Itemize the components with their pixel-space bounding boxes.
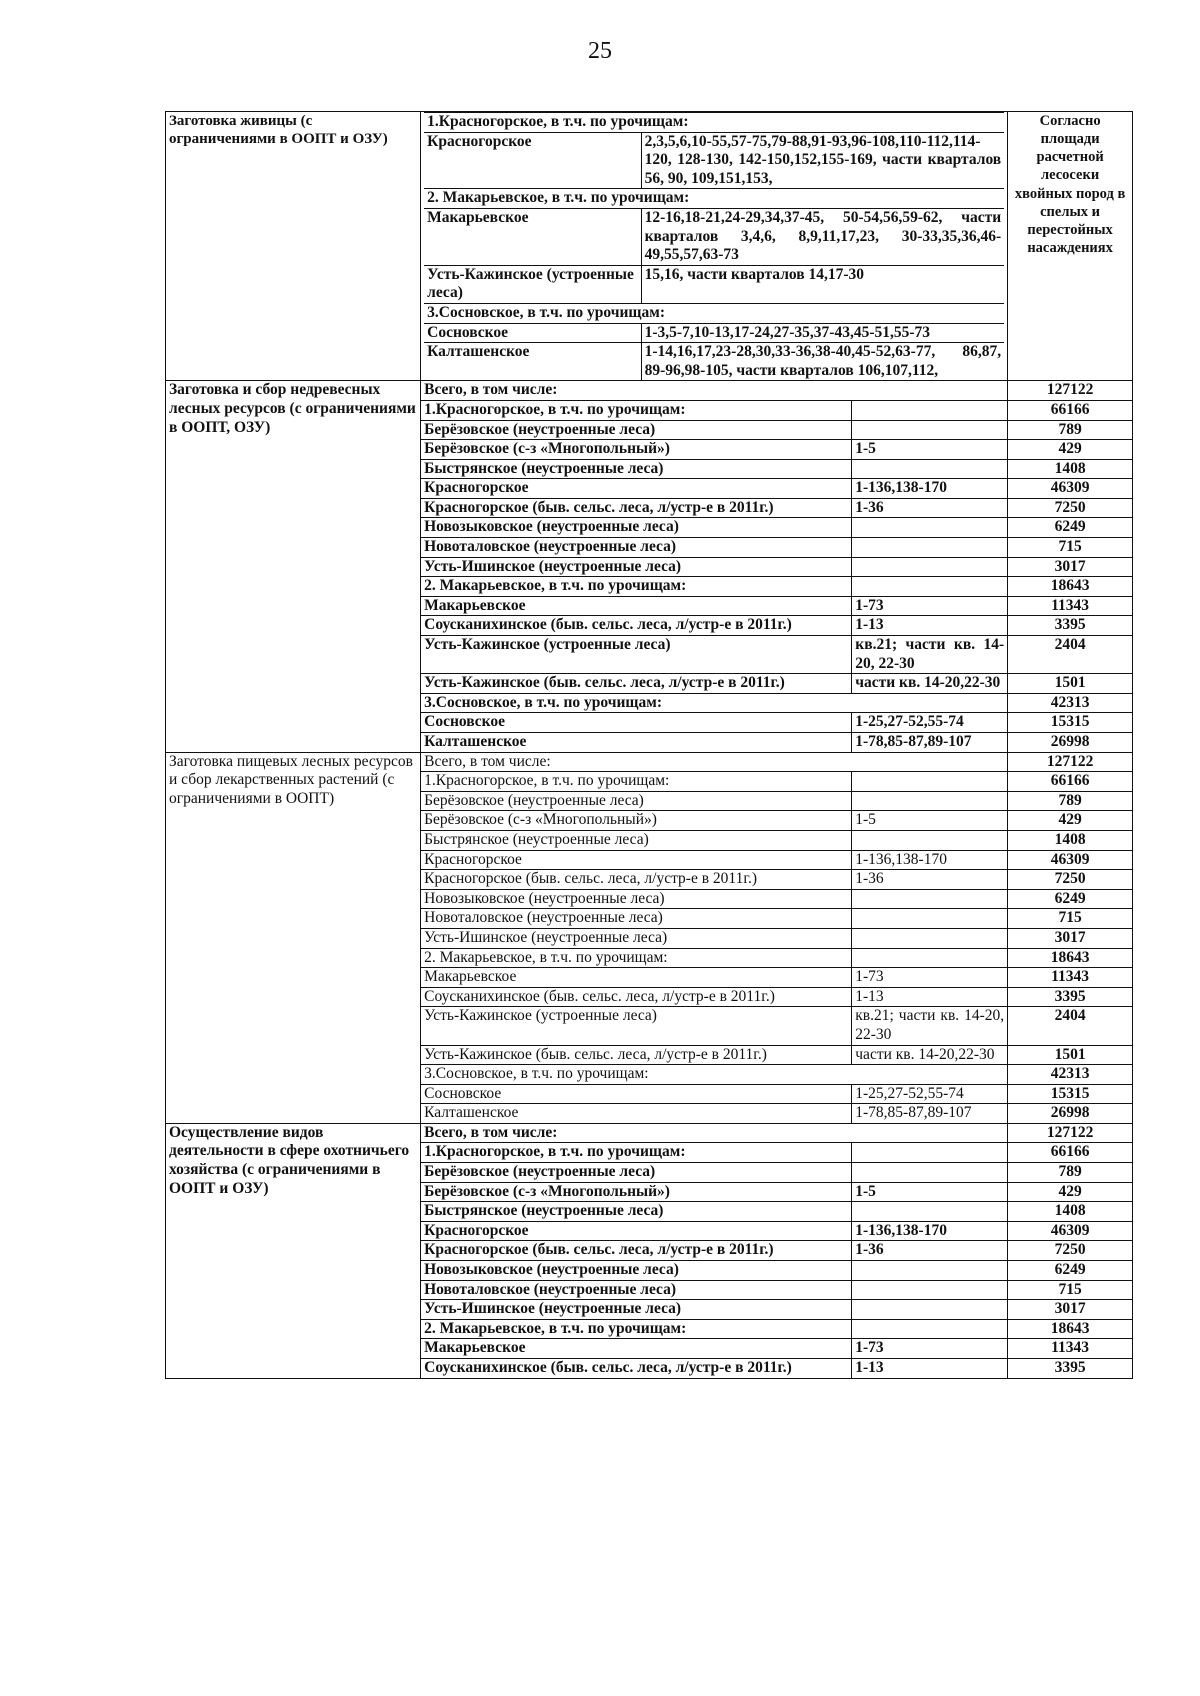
quarter-numbers: 1-73 (852, 596, 1008, 616)
area-value: 3017 (1008, 928, 1133, 948)
area-value: 429 (1008, 1182, 1133, 1202)
tract-name: Сосновское (424, 323, 641, 343)
area-value: 26998 (1008, 733, 1133, 753)
table-row (424, 323, 1004, 343)
tract-name: Соусканихинское (быв. сельс. леса, л/устр-е в 2011г.) (421, 616, 852, 636)
quarter-numbers (852, 1280, 1008, 1300)
area-value: 18643 (1008, 577, 1133, 597)
quarter-numbers (852, 1261, 1008, 1281)
area-value: 1408 (1008, 830, 1133, 850)
area-value: 6249 (1008, 1261, 1133, 1281)
table-row (424, 208, 1004, 265)
quarter-numbers (852, 1300, 1008, 1320)
tract-name: Усть-Ишинское (неустроенные леса) (421, 1300, 852, 1320)
forestry-header: 2. Макарьевское, в т.ч. по урочищам: (424, 189, 1004, 209)
tract-name: Красногорское (424, 132, 641, 189)
quarter-numbers: 1-14,16,17,23-28,30,33-36,38-40,45-52,63-77, 86,87, 89-96,98-105, части кварталов 106,107,112, (641, 343, 1004, 381)
tract-name: 1.Красногорское, в т.ч. по урочищам: (421, 772, 852, 792)
area-value: 789 (1008, 420, 1133, 440)
tract-name: 2. Макарьевское, в т.ч. по урочищам: (421, 577, 852, 597)
quarter-numbers (852, 1202, 1008, 1222)
quarter-numbers: 1-3,5-7,10-13,17-24,27-35,37-43,45-51,55-73 (641, 323, 1004, 343)
tract-name: Усть-Кажинское (быв. сельс. леса, л/устр-е в 2011г.) (421, 674, 852, 694)
quarter-numbers: 1-5 (852, 440, 1008, 460)
tract-name: 3.Сосновское, в т.ч. по урочищам: (421, 693, 1008, 713)
tract-name: Красногорское (быв. сельс. леса, л/устр-е в 2011г.) (421, 498, 852, 518)
quarter-numbers (852, 791, 1008, 811)
area-value: 42313 (1008, 693, 1133, 713)
area-value: 26998 (1008, 1104, 1133, 1124)
tract-name: Сосновское (421, 1084, 852, 1104)
tract-name: Усть-Кажинское (устроенные леса) (421, 1007, 852, 1045)
table-row (424, 343, 1004, 381)
quarter-numbers: 1-25,27-52,55-74 (852, 713, 1008, 733)
section-total-row (166, 752, 1133, 772)
area-value: 1501 (1008, 1045, 1133, 1065)
quarter-numbers: 1-78,85-87,89-107 (852, 733, 1008, 753)
tract-name: Усть-Ишинское (неустроенные леса) (421, 557, 852, 577)
quarter-numbers: 12-16,18-21,24-29,34,37-45, 50-54,56,59-62, части кварталов 3,4,6, 8,9,11,17,23, 30-33,35,36,46-49,55,57,63-73 (641, 208, 1004, 265)
area-value: 18643 (1008, 1319, 1133, 1339)
activity-cell: Заготовка и сбор недревесных лесных ресурсов (с ограничениями в ООПТ, ОЗУ) (166, 381, 421, 752)
resin-plots-cell (421, 112, 1008, 381)
area-value: 2404 (1008, 636, 1133, 674)
area-value: 3395 (1008, 987, 1133, 1007)
tract-name: 2. Макарьевское, в т.ч. по урочищам: (421, 1319, 852, 1339)
quarter-numbers (852, 400, 1008, 420)
area-value: 11343 (1008, 596, 1133, 616)
area-value: 3017 (1008, 557, 1133, 577)
area-value: 11343 (1008, 1339, 1133, 1359)
tract-name: Берёзовское (с-з «Многопольный») (421, 811, 852, 831)
tract-name: 2. Макарьевское, в т.ч. по урочищам: (421, 948, 852, 968)
tract-name: Берёзовское (неустроенные леса) (421, 1163, 852, 1183)
activity-cell: Заготовка пищевых лесных ресурсов и сбор лекарственных растений (с ограничениями в ООПТ) (166, 752, 421, 1123)
area-value: 715 (1008, 1280, 1133, 1300)
quarter-numbers: части кв. 14-20,22-30 (852, 1045, 1008, 1065)
activity-cell: Заготовка живицы (с ограничениями в ООПТ и ОЗУ) (166, 112, 421, 381)
quarter-numbers (852, 928, 1008, 948)
tract-name: Калташенское (424, 343, 641, 381)
tract-name: Макарьевское (424, 208, 641, 265)
quarter-numbers: части кв. 14-20,22-30 (852, 674, 1008, 694)
tract-name: Макарьевское (421, 968, 852, 988)
quarter-numbers: 1-13 (852, 987, 1008, 1007)
area-value: 3395 (1008, 1359, 1133, 1379)
area-value: 127122 (1008, 381, 1133, 401)
quarter-numbers (852, 772, 1008, 792)
area-value: 1408 (1008, 1202, 1133, 1222)
quarter-numbers: 1-136,138-170 (852, 850, 1008, 870)
quarter-numbers (852, 538, 1008, 558)
quarter-numbers (852, 459, 1008, 479)
quarter-numbers: 1-13 (852, 1359, 1008, 1379)
quarter-numbers: 1-36 (852, 870, 1008, 890)
quarter-numbers: 1-36 (852, 1241, 1008, 1261)
area-value: 46309 (1008, 479, 1133, 499)
area-value: 46309 (1008, 850, 1133, 870)
table-row (424, 303, 1004, 323)
tract-name: Берёзовское (неустроенные леса) (421, 791, 852, 811)
area-value: 15315 (1008, 1084, 1133, 1104)
tract-name: Всего, в том числе: (421, 1123, 1008, 1143)
tract-name: Новоталовское (неустроенные леса) (421, 538, 852, 558)
page-number: 25 (588, 38, 612, 64)
area-value: 6249 (1008, 889, 1133, 909)
forest-use-table (165, 111, 1133, 1379)
tract-name: Быстрянское (неустроенные леса) (421, 830, 852, 850)
tract-name: 3.Сосновское, в т.ч. по урочищам: (421, 1065, 1008, 1085)
quarter-numbers: 15,16, части кварталов 14,17-30 (641, 265, 1004, 303)
tract-name: Берёзовское (с-з «Многопольный») (421, 440, 852, 460)
area-value: 789 (1008, 1163, 1133, 1183)
area-value: 429 (1008, 811, 1133, 831)
area-value: 46309 (1008, 1221, 1133, 1241)
tract-name: Калташенское (421, 733, 852, 753)
quarter-numbers: 1-5 (852, 811, 1008, 831)
area-value: 789 (1008, 791, 1133, 811)
quarter-numbers: 1-13 (852, 616, 1008, 636)
forestry-header: 1.Красногорское, в т.ч. по урочищам: (424, 113, 1004, 133)
quarter-numbers: 1-5 (852, 1182, 1008, 1202)
area-value: 7250 (1008, 870, 1133, 890)
area-value: 66166 (1008, 1143, 1133, 1163)
tract-name: Быстрянское (неустроенные леса) (421, 459, 852, 479)
area-value: 429 (1008, 440, 1133, 460)
resin-section-row (166, 112, 1133, 381)
area-value: 66166 (1008, 400, 1133, 420)
section-total-row (166, 381, 1133, 401)
tract-name: Всего, в том числе: (421, 752, 1008, 772)
area-value: 3017 (1008, 1300, 1133, 1320)
quarter-numbers (852, 557, 1008, 577)
tract-name: 1.Красногорское, в т.ч. по урочищам: (421, 400, 852, 420)
tract-name: Берёзовское (с-з «Многопольный») (421, 1182, 852, 1202)
tract-name: Новоталовское (неустроенные леса) (421, 1280, 852, 1300)
tract-name: Красногорское (421, 850, 852, 870)
quarter-numbers: 1-25,27-52,55-74 (852, 1084, 1008, 1104)
tract-name: Усть-Кажинское (устроенные леса) (421, 636, 852, 674)
resin-plots-table (424, 112, 1004, 380)
tract-name: 1.Красногорское, в т.ч. по урочищам: (421, 1143, 852, 1163)
quarter-numbers (852, 1319, 1008, 1339)
area-value: 42313 (1008, 1065, 1133, 1085)
quarter-numbers (852, 909, 1008, 929)
quarter-numbers: 1-136,138-170 (852, 1221, 1008, 1241)
tract-name: Новоталовское (неустроенные леса) (421, 909, 852, 929)
quarter-numbers: 1-73 (852, 968, 1008, 988)
quarter-numbers (852, 1143, 1008, 1163)
area-value: 6249 (1008, 518, 1133, 538)
quarter-numbers: кв.21; части кв. 14-20, 22-30 (852, 636, 1008, 674)
activity-cell: Осуществление видов деятельности в сфере охотничьего хозяйства (с ограничениями в ООПТ и ОЗУ) (166, 1123, 421, 1378)
quarter-numbers: 1-136,138-170 (852, 479, 1008, 499)
area-value: 2404 (1008, 1007, 1133, 1045)
area-value: 1408 (1008, 459, 1133, 479)
area-value: 715 (1008, 538, 1133, 558)
tract-name: Всего, в том числе: (421, 381, 1008, 401)
tract-name: Макарьевское (421, 1339, 852, 1359)
tract-name: Сосновское (421, 713, 852, 733)
area-value: 1501 (1008, 674, 1133, 694)
area-value: 127122 (1008, 752, 1133, 772)
tract-name: Красногорское (421, 479, 852, 499)
tract-name: Новозыковское (неустроенные леса) (421, 518, 852, 538)
area-value: 18643 (1008, 948, 1133, 968)
tract-name: Берёзовское (неустроенные леса) (421, 420, 852, 440)
tract-name: Калташенское (421, 1104, 852, 1124)
tract-name: Усть-Ишинское (неустроенные леса) (421, 928, 852, 948)
tract-name: Соусканихинское (быв. сельс. леса, л/устр-е в 2011г.) (421, 1359, 852, 1379)
quarter-numbers: 2,3,5,6,10-55,57-75,79-88,91-93,96-108,110-112,114-120, 128-130, 142-150,152,155-169, части кварталов 56, 90, 109,151,153, (641, 132, 1004, 189)
tract-name: Новозыковское (неустроенные леса) (421, 1261, 852, 1281)
forestry-header: 3.Сосновское, в т.ч. по урочищам: (424, 303, 1004, 323)
tract-name: Соусканихинское (быв. сельс. леса, л/устр-е в 2011г.) (421, 987, 852, 1007)
quarter-numbers (852, 948, 1008, 968)
volume-note: Согласно площади расчетной лесосеки хвойных пород в спелых и перестойных насаждениях (1008, 112, 1133, 381)
quarter-numbers: 1-78,85-87,89-107 (852, 1104, 1008, 1124)
tract-name: Макарьевское (421, 596, 852, 616)
tract-name: Быстрянское (неустроенные леса) (421, 1202, 852, 1222)
table-row (424, 265, 1004, 303)
quarter-numbers: 1-36 (852, 498, 1008, 518)
quarter-numbers (852, 1163, 1008, 1183)
area-value: 15315 (1008, 713, 1133, 733)
section-total-row (166, 1123, 1133, 1143)
tract-name: Красногорское (быв. сельс. леса, л/устр-е в 2011г.) (421, 1241, 852, 1261)
area-value: 7250 (1008, 1241, 1133, 1261)
table-row (424, 132, 1004, 189)
tract-name: Новозыковское (неустроенные леса) (421, 889, 852, 909)
table-row (424, 189, 1004, 209)
tract-name: Усть-Кажинское (быв. сельс. леса, л/устр-е в 2011г.) (421, 1045, 852, 1065)
quarter-numbers (852, 420, 1008, 440)
area-value: 3395 (1008, 616, 1133, 636)
tract-name: Красногорское (421, 1221, 852, 1241)
area-value: 715 (1008, 909, 1133, 929)
quarter-numbers: кв.21; части кв. 14-20, 22-30 (852, 1007, 1008, 1045)
quarter-numbers: 1-73 (852, 1339, 1008, 1359)
area-value: 7250 (1008, 498, 1133, 518)
quarter-numbers (852, 830, 1008, 850)
table-row (424, 113, 1004, 133)
tract-name: Красногорское (быв. сельс. леса, л/устр-е в 2011г.) (421, 870, 852, 890)
quarter-numbers (852, 577, 1008, 597)
area-value: 66166 (1008, 772, 1133, 792)
area-value: 11343 (1008, 968, 1133, 988)
tract-name: Усть-Кажинское (устроенные леса) (424, 265, 641, 303)
quarter-numbers (852, 518, 1008, 538)
quarter-numbers (852, 889, 1008, 909)
area-value: 127122 (1008, 1123, 1133, 1143)
